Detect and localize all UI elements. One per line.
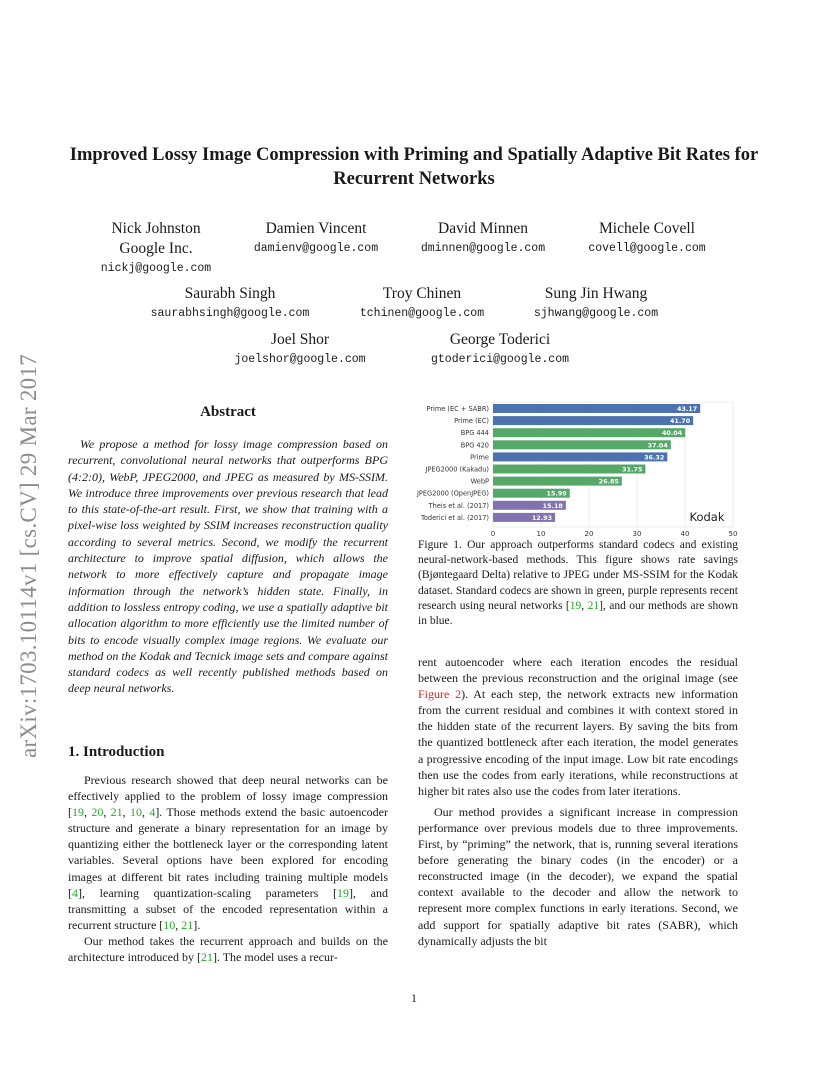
abstract-text <box>68 436 388 697</box>
category-label: JPEG2000 (OpenJPEG) <box>416 489 489 498</box>
data-label: 12.93 <box>531 513 553 522</box>
citation-link[interactable]: 10 <box>129 805 142 820</box>
data-label: 41.70 <box>669 417 691 426</box>
category-label: JPEG2000 (Kakadu) <box>425 465 489 474</box>
author-email: covell@google.com <box>588 242 706 255</box>
data-label: 31.75 <box>622 465 643 474</box>
author-email: dminnen@google.com <box>420 242 546 255</box>
author-email: tchinen@google.com <box>359 307 485 320</box>
author-block <box>572 219 722 259</box>
author-name: David Minnen <box>438 220 528 237</box>
data-label: 15.18 <box>542 501 563 510</box>
author-email: joelshor@google.com <box>234 353 366 366</box>
author-name: Joel Shor <box>270 331 330 348</box>
category-label: Prime (EC) <box>454 417 489 426</box>
intro-paragraph-1: Previous research showed that deep neural networks can be effectively applied to the problem of lossy image compression [19, 20, 21, 10, 4]. Those methods extend the basic autoencoder structure and generate a binary representation for an image by quantizing either the bottleneck layer or the corresponding latent variables. Several options have been explored for encoding images at different bit rates including training multiple models [4], learning quantization-scaling parameters [19], and transmitting a subset of the encoded representation within a recurrent structure [10, 21]. <box>68 773 388 932</box>
rate-savings-bar-chart <box>414 398 744 538</box>
author-email: saurabhsingh@google.com <box>150 307 310 320</box>
x-tick-label: 20 <box>584 530 594 538</box>
page-number: 1 <box>411 991 417 1005</box>
citation-link[interactable]: 21 <box>587 599 600 612</box>
abstract-heading: Abstract <box>200 404 256 420</box>
intro-paragraph-2: Our method takes the recurrent approach and builds on the architecture introduced by [21]. The model uses a recur- <box>68 933 388 965</box>
figure-link[interactable]: Figure 2 <box>418 687 462 702</box>
x-tick-label: 50 <box>728 530 738 538</box>
left-column-text <box>68 772 388 965</box>
citation-link[interactable]: 4 <box>149 805 156 820</box>
author-block <box>344 284 500 324</box>
author-block <box>418 330 582 370</box>
author-block <box>516 284 676 324</box>
author-block <box>130 284 330 324</box>
category-label: Prime <box>470 453 489 462</box>
citation-link[interactable]: 21 <box>200 950 213 965</box>
chart-annotation: Kodak <box>689 510 725 524</box>
data-label: 40.04 <box>661 429 683 438</box>
category-label: Toderici et al. (2017) <box>420 513 489 522</box>
category-label: Theis et al. (2017) <box>428 501 489 510</box>
category-label: WebP <box>470 477 489 486</box>
intro-paragraph-4: Our method provides a significant increase in compression performance over previous models due to three improvements. First, by “priming” the network, that is, running several iterations before generating the binary codes (in the encoder) or a reconstructed image (in the decoder), we expand the spatial context available to the decoder and allow the network to represent more complex functions in early iterations. Second, we add support for spatially adaptive bit rates (SABR), which dynamically adjusts the bit <box>418 804 738 948</box>
arxiv-identifier: arXiv:1703.10114v1 [cs.CV] 29 Mar 2017 <box>16 353 41 758</box>
author-block <box>86 219 226 279</box>
author-name: Damien Vincent <box>265 220 367 237</box>
citation-link[interactable]: 19 <box>72 805 84 820</box>
author-name: Saurabh Singh <box>184 285 276 302</box>
author-email: sjhwang@google.com <box>533 307 659 320</box>
section-heading: 1. Introduction <box>68 744 165 760</box>
author-email: nickj@google.com <box>100 262 212 275</box>
data-label: 26.85 <box>598 477 619 486</box>
citation-link[interactable]: 19 <box>569 599 582 612</box>
category-label: BPG 420 <box>460 441 489 450</box>
author-block <box>405 219 561 259</box>
x-tick-label: 0 <box>490 530 496 538</box>
author-name: Nick Johnston <box>111 220 201 237</box>
author-name: Troy Chinen <box>382 285 462 302</box>
author-affiliation: Google Inc. <box>119 240 193 257</box>
category-label: Prime (EC + SABR) <box>426 405 489 413</box>
intro-paragraph-3: rent autoencoder where each iteration encodes the residual between the previous reconstruction and the original image (see Figure 2). At each step, the network extracts new information from the current residual and combines it with context stored in the hidden state of the recurrent layers. By saving the bits from the quantized bottleneck after each iteration, the model generates a progressive encoding of the input image. Low bit rate encodings then use the codes from early iterations, while reconstructions at higher bit rates also use the codes from later iterations. <box>418 655 738 798</box>
citation-link[interactable]: 10 <box>163 917 176 932</box>
citation-link[interactable]: 21 <box>181 917 194 932</box>
paper-title: Improved Lossy Image Compression with Priming and Spatially Adaptive Bit Rates for Recurrent Networks <box>69 145 759 189</box>
data-label: 15.99 <box>546 489 567 498</box>
x-tick-label: 40 <box>680 530 690 538</box>
bar <box>493 416 693 425</box>
figure-caption: Figure 1. Our approach outperforms standard codecs and existing neural-network-based methods. This figure shows rate savings (Bjøntegaard Delta) relative to JPEG under MS-SSIM for the Kodak dataset. Standard codecs are shown in green, purple represents recent research using neural networks [19, 21], and our methods are shown in blue. <box>418 539 738 628</box>
author-name: Michele Covell <box>599 220 695 237</box>
author-email: gtoderici@google.com <box>430 353 570 366</box>
right-column-text <box>418 654 738 949</box>
x-tick-label: 30 <box>632 530 642 538</box>
bar <box>493 404 700 413</box>
bar <box>493 428 685 437</box>
author-name: George Toderici <box>449 331 551 348</box>
data-label: 37.04 <box>647 441 668 450</box>
author-name: Sung Jin Hwang <box>544 285 648 302</box>
bar <box>493 440 671 449</box>
citation-link[interactable]: 20 <box>91 805 104 820</box>
citation-link[interactable]: 21 <box>110 805 123 820</box>
citation-link[interactable]: 19 <box>336 885 349 900</box>
data-label: 36.32 <box>644 453 665 462</box>
bar <box>493 452 667 461</box>
citation-link[interactable]: 4 <box>72 885 78 900</box>
x-tick-label: 10 <box>536 530 546 538</box>
data-label: 43.17 <box>676 405 698 413</box>
category-label: BPG 444 <box>460 429 489 438</box>
author-block <box>222 330 378 370</box>
author-email: damienv@google.com <box>253 242 379 255</box>
abstract-paragraph: We propose a method for lossy image compression based on recurrent, convolutional neural networks that outperforms BPG (4:2:0), WebP, JPEG2000, and JPEG as measured by MS-SSIM. We introduce three improvements over previous research that lead to this state-of-the-art result. First, we show that training with a pixel-wise loss weighted by SSIM increases reconstruction quality according to several metrics. Second, we modify the recurrent architecture to improve spatial diffusion, which allows the network to more effectively capture and propagate image information through the network’s hidden state. Finally, in addition to lossless entropy coding, we use a spatially adaptive bit allocation algorithm to more efficiently use the limited number of bits to encode visually complex image regions. We evaluate our method on the Kodak and Tecnick image sets and compare against standard codecs as well recently published methods based on deep neural networks. <box>68 437 388 696</box>
author-block <box>238 219 394 259</box>
